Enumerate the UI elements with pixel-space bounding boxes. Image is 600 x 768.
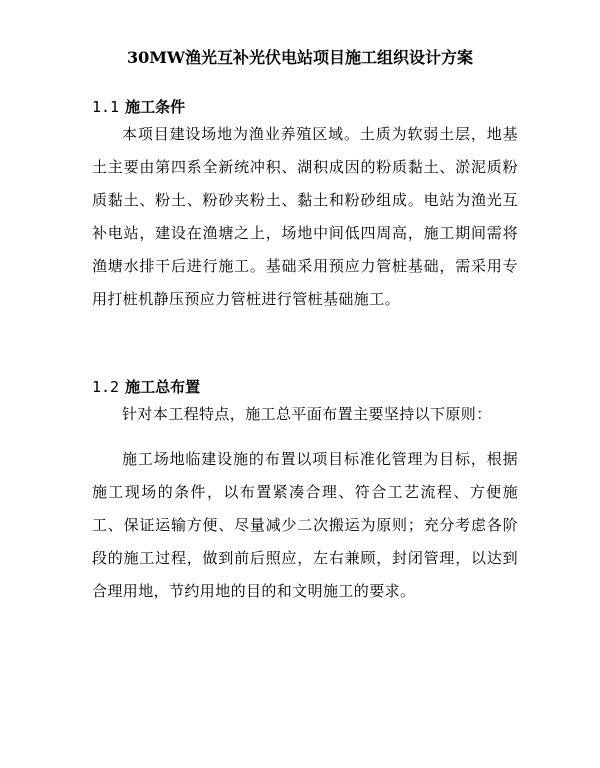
section-heading-1-2: [92, 376, 200, 398]
document-title: 30MW渔光互补光伏电站项目施工组织设计方案: [127, 48, 473, 67]
paragraph-layout-principles: 施工场地临建设施的布置以项目标准化管理为目标，根据施工现场的条件，以布置紧凑合理、符合工艺流程、方便施工、保证运输方便、尽量减少二次搬运为原则；充分考虑各阶段的施工过程，做到前后照应，左右兼顾，封闭管理，以达到合理用地，节约用地的目的和文明施工的要求。: [92, 450, 518, 600]
section-number: 1.1: [92, 98, 120, 116]
section-heading-1-1: [92, 96, 185, 118]
paragraph-layout-principles-intro: 针对本工程特点，施工总平面布置主要坚持以下原则：: [122, 405, 492, 423]
section-heading-text: 施工总布置: [125, 378, 201, 396]
section-number: 1.2: [92, 378, 120, 396]
section-heading-text: 施工条件: [125, 98, 186, 116]
paragraph-construction-conditions: 本项目建设场地为渔业养殖区域。土质为软弱土层，地基土主要由第四系全新统冲积、湖积成因的粉质黏土、淤泥质粉质黏土、粉土、粉砂夹粉土、黏土和粉砂组成。电站为渔光互补电站，建设在渔塘之上，场地中间低四周高，施工期间需将渔塘水排干后进行施工。基础采用预应力管桩基础，需采用专用打桩机静压预应力管桩进行管桩基础施工。: [92, 125, 518, 308]
